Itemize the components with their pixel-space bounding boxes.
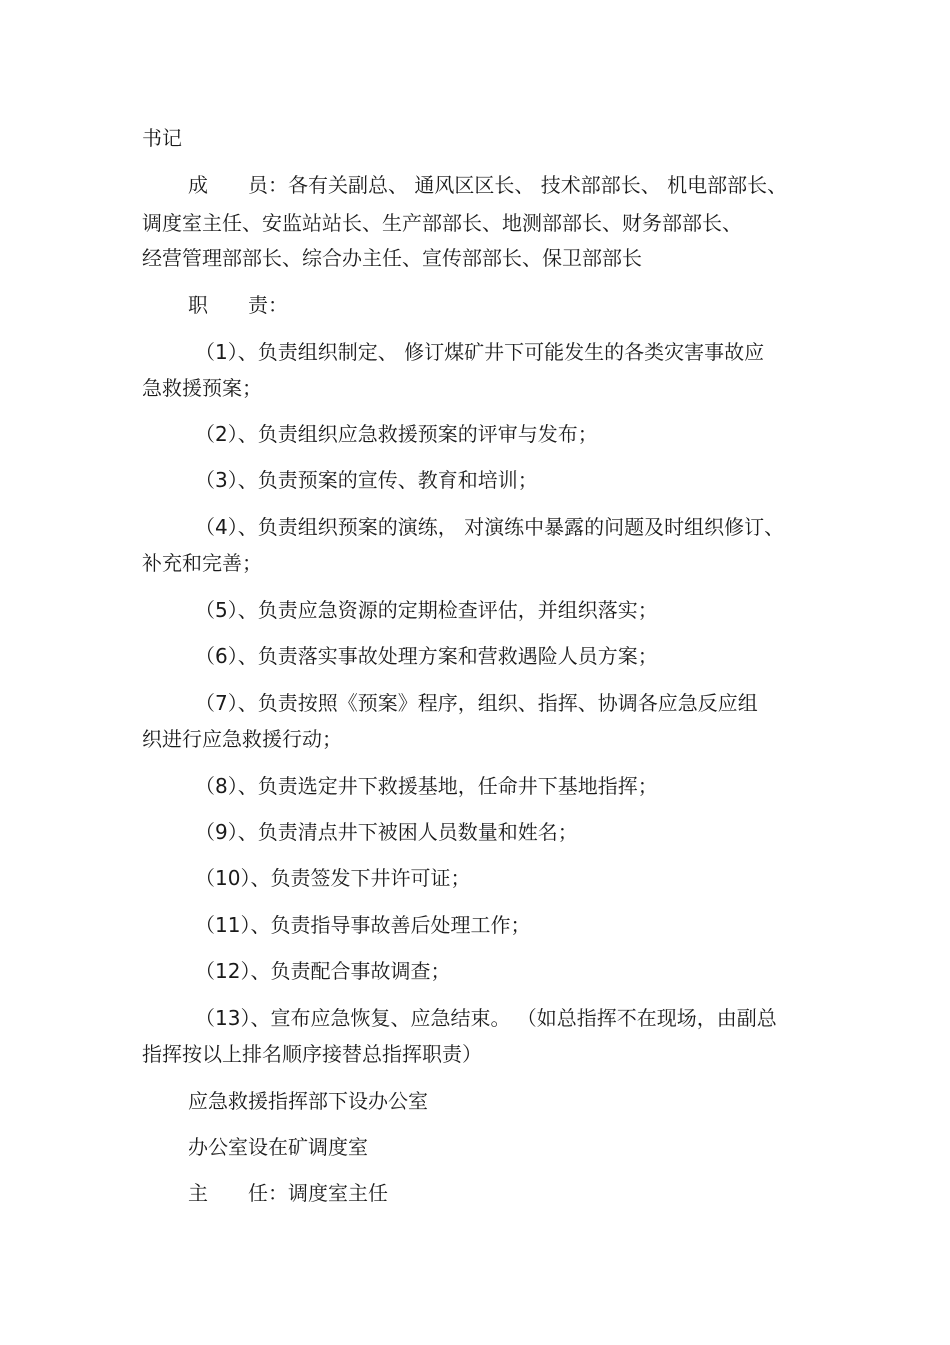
text-line: 调度室主任、安监站站长、生产部部长、地测部部长、财务部部长、	[142, 211, 742, 235]
text-line: （1）、负责组织制定、 修订煤矿井下可能发生的各类灾害事故应	[195, 340, 765, 364]
text-line: 成 员：各有关副总、 通风区区长、 技术部部长、 机电部部长、	[188, 173, 788, 197]
text-line: （12）、负责配合事故调查；	[195, 959, 451, 983]
text-line: （3）、负责预案的宣传、教育和培训；	[195, 468, 538, 492]
text-line: 织进行应急救援行动；	[142, 727, 342, 751]
text-line: 经营管理部部长、综合办主任、宣传部部长、保卫部部长	[142, 246, 642, 270]
text-line: 书记	[142, 126, 182, 150]
text-line: （8）、负责选定井下救援基地，任命井下基地指挥；	[195, 774, 658, 798]
text-line: （13）、宣布应急恢复、应急结束。 （如总指挥不在现场，由副总	[195, 1006, 777, 1030]
text-line: 职 责：	[188, 293, 288, 317]
text-line: 急救援预案；	[142, 376, 262, 400]
text-line: （5）、负责应急资源的定期检查评估，并组织落实；	[195, 598, 658, 622]
text-line: 指挥按以上排名顺序接替总指挥职责）	[142, 1042, 482, 1066]
text-line: 补充和完善；	[142, 551, 262, 575]
text-line: （4）、负责组织预案的演练， 对演练中暴露的问题及时组织修订、	[195, 515, 785, 539]
text-line: 办公室设在矿调度室	[188, 1135, 368, 1159]
text-line: 应急救援指挥部下设办公室	[188, 1089, 428, 1113]
text-line: （11）、负责指导事故善后处理工作；	[195, 913, 531, 937]
text-line: 主 任：调度室主任	[188, 1181, 388, 1205]
text-line: （6）、负责落实事故处理方案和营救遇险人员方案；	[195, 644, 658, 668]
text-line: （9）、负责清点井下被困人员数量和姓名；	[195, 820, 578, 844]
text-line: （2）、负责组织应急救援预案的评审与发布；	[195, 422, 598, 446]
text-line: （7）、负责按照《预案》程序，组织、指挥、协调各应急反应组	[195, 691, 758, 715]
text-line: （10）、负责签发下井许可证；	[195, 866, 471, 890]
